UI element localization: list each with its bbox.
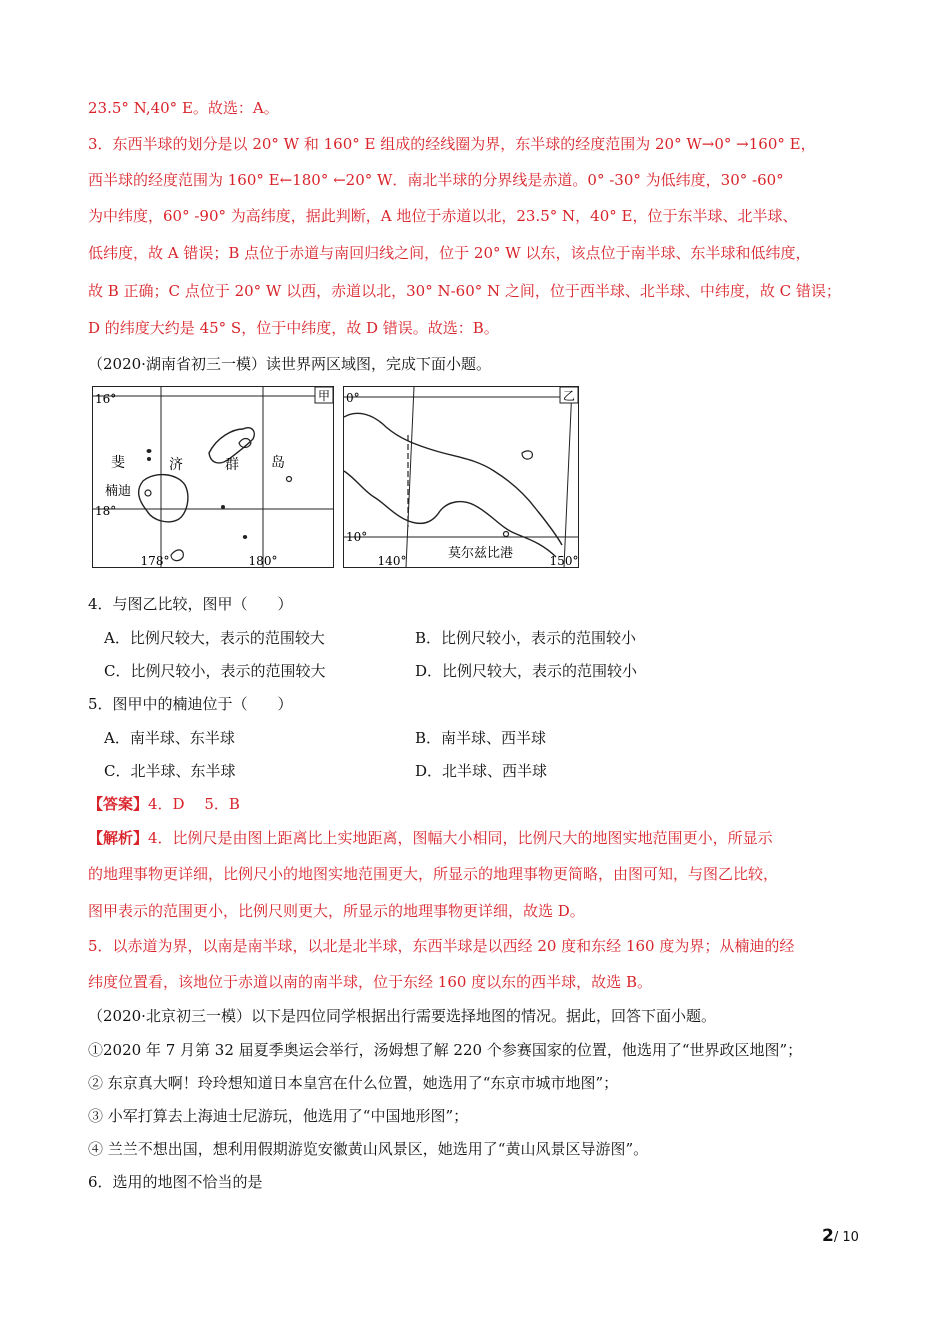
section2-intro: （2020·北京初三一模）以下是四位同学根据出行需要选择地图的情况。据此，回答下面小题。 — [88, 1007, 716, 1025]
question-5-stem: 5．图甲中的楠迪位于（ ） — [88, 695, 293, 713]
city-marker-port-moresby — [504, 532, 509, 537]
analysis-line-4: 为中纬度，60° -90° 为高纬度，据此判断，A 地位于赤道以北，23.5° N，40° E，位于东半球、北半球、 — [88, 207, 798, 225]
map-yi-lon-right: 150° — [549, 554, 578, 567]
question-4-option-b[interactable]: B．比例尺较小，表示的范围较小 — [415, 629, 637, 647]
map-jia-label-ji: 济 — [169, 457, 183, 473]
island-viti-levu — [139, 475, 188, 522]
analysis-line-7: D 的纬度大约是 45° S，位于中纬度，故 D 错误。故选：B。 — [88, 319, 499, 337]
city-marker-nadi — [145, 490, 151, 496]
island-kadavu — [171, 550, 183, 561]
islet — [221, 505, 225, 509]
analysis-para-4-line-1 — [88, 828, 878, 848]
map-jia-lat-top: 16° — [95, 392, 117, 406]
analysis-line-1: 23.5° N,40° E。故选：A。 — [88, 99, 279, 117]
islet — [147, 449, 152, 453]
analysis-label: 【解析】 — [88, 829, 149, 847]
question-6-stem: 6．选用的地图不恰当的是 — [88, 1173, 263, 1191]
section2-item-1: ①2020 年 7 月第 32 届夏季奥运会举行，汤姆想了解 220 个参赛国家的位置，他选用了“世界政区地图”； — [88, 1041, 803, 1059]
analysis-para-5-line-1: 5．以赤道为界，以南是南半球，以北是北半球，东西半球是以西经 20 度和东经 160 度为界；从楠迪的经 — [88, 937, 795, 955]
section2-item-2: ② 东京真大啊！玲玲想知道日本皇宫在什么位置，她选用了“东京市城市地图”； — [88, 1074, 619, 1092]
map-yi — [343, 386, 579, 568]
answer-text: 4．D 5．B — [148, 795, 240, 813]
map-jia-city-nadi: 楠迪 — [105, 484, 132, 499]
map-jia-label-qun: 群 — [225, 457, 239, 473]
map-jia-label-dao: 岛 — [271, 455, 285, 471]
islet — [243, 535, 247, 539]
map-yi-lat-top: 0° — [346, 391, 360, 405]
map-yi-lon-left: 140° — [377, 554, 407, 567]
analysis-para-5-line-2: 纬度位置看，该地位于赤道以南的南半球，位于东经 160 度以东的西半球，故选 B。 — [88, 973, 652, 991]
question-5-option-a[interactable]: A．南半球、东半球 — [104, 729, 235, 747]
map-yi-city-port-moresby: 莫尔兹比港 — [448, 546, 514, 561]
question-5-option-d[interactable]: D．北半球、西半球 — [415, 762, 548, 780]
map-yi-tag: 乙 — [562, 389, 576, 403]
map-jia-lon-right: 180° — [248, 554, 278, 567]
map-jia-lat-bottom: 18° — [95, 504, 117, 518]
map-jia — [92, 386, 334, 568]
page-number — [822, 1226, 859, 1246]
islet — [287, 477, 292, 482]
coastline — [344, 413, 562, 557]
question-4-option-a[interactable]: A．比例尺较大，表示的范围较大 — [104, 629, 325, 647]
map-jia-label-fei: 斐 — [111, 455, 125, 471]
map-jia-lon-left: 178° — [140, 554, 170, 567]
analysis-line-2: 3．东西半球的划分是以 20° W 和 160° E 组成的经线圈为界，东半球的经度范围为 20° W→0° →160° E， — [88, 135, 816, 153]
answer-line — [88, 794, 878, 814]
section2-item-3: ③ 小军打算去上海迪士尼游玩，他选用了“中国地形图”； — [88, 1107, 469, 1125]
question-5-option-c[interactable]: C．北半球、东半球 — [104, 762, 236, 780]
islet — [147, 457, 151, 461]
islet — [522, 451, 532, 459]
question-group-intro: （2020·湖南省初三一模）读世界两区域图，完成下面小题。 — [88, 355, 491, 373]
page-current: 2 — [822, 1226, 834, 1246]
page-total: / 10 — [833, 1230, 859, 1245]
analysis-para-4-line-3: 图甲表示的范围更小，比例尺则更大，所显示的地理事物更详细，故选 D。 — [88, 902, 585, 920]
analysis-line-6: 故 B 正确；C 点位于 20° W 以西，赤道以北，30° N-60° N 之间，位于西半球、北半球、中纬度，故 C 错误； — [88, 282, 841, 300]
section2-item-4: ④ 兰兰不想出国，想利用假期游览安徽黄山风景区，她选用了“黄山风景区导游图”。 — [88, 1140, 649, 1158]
question-5-option-b[interactable]: B．南半球、西半球 — [415, 729, 547, 747]
analysis-line-3: 西半球的经度范围为 160° E←180° ←20° W．南北半球的分界线是赤道。0° -30° 为低纬度，30° -60° — [88, 171, 784, 189]
question-4-stem: 4．与图乙比较，图甲（ ） — [88, 595, 293, 613]
analysis-text: 4．比例尺是由图上距离比上实地距离，图幅大小相同，比例尺大的地图实地范围更小，所显示 — [148, 829, 773, 847]
analysis-line-5: 低纬度，故 A 错误；B 点位于赤道与南回归线之间，位于 20° W 以东，该点位于南半球、东半球和低纬度， — [88, 244, 811, 262]
map-yi-lat-bottom: 10° — [346, 530, 368, 544]
map-jia-tag: 甲 — [317, 389, 331, 403]
analysis-para-4-line-2: 的地理事物更详细，比例尺小的地图实地范围更大，所显示的地理事物更简略，由图可知，与图乙比较， — [88, 865, 779, 883]
question-4-option-c[interactable]: C．比例尺较小，表示的范围较大 — [104, 662, 326, 680]
question-4-option-d[interactable]: D．比例尺较大，表示的范围较小 — [415, 662, 638, 680]
answer-label: 【答案】 — [88, 795, 149, 813]
